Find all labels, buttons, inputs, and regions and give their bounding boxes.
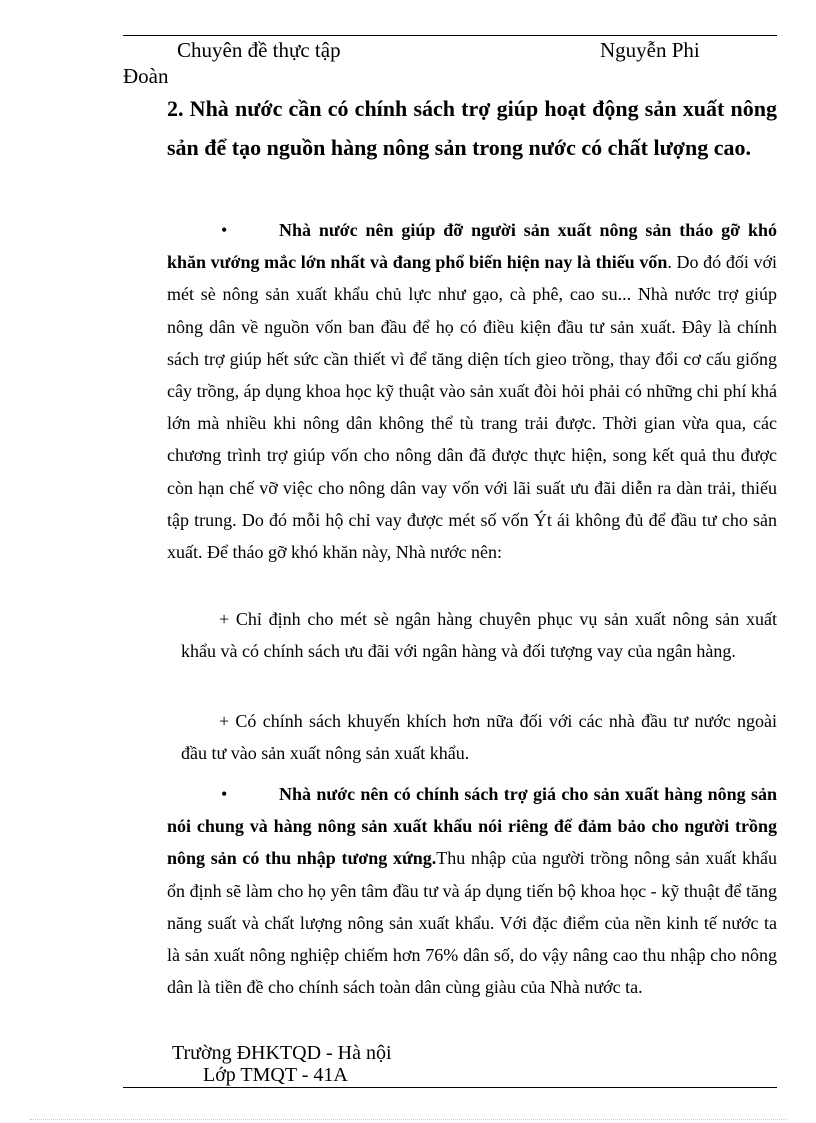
bullet-paragraph-1 [167, 214, 777, 568]
page-edge [30, 1119, 786, 1120]
bullet-paragraph-2 [167, 778, 777, 1003]
header-rule [123, 35, 777, 36]
header-author-wrap: Đoàn [123, 64, 169, 88]
header-author: Nguyễn Phi [600, 38, 700, 62]
sub-item-1: + Chỉ định cho mét sè ngân hàng chuyên phục vụ sản xuất nông sản xuất khẩu và có chính sách ưu đãi với ngân hàng và đối tượng vay của ngân hàng. [181, 609, 777, 662]
bullet-2-text: Thu nhập của người trồng nông sản xuất khẩu ổn định sẽ làm cho họ yên tâm đầu tư và áp dụng tiến bộ khoa học - kỹ thuật để tăng năng suất và chất lượng nông sản xuất khẩu. Với đặc điểm của nền kinh tế nước ta là sản xuất nông nghiệp chiếm hơn 76% dân số, do vậy nâng cao thu nhập cho nông dân là tiền đề cho chính sách toàn dân cùng giàu của Nhà nước ta. [167, 848, 777, 998]
bullet-marker: • [221, 784, 228, 804]
footer-rule [123, 1087, 777, 1088]
bullet-1-text: . Do đó đối với mét sè nông sản xuất khẩu chủ lực như gạo, cà phê, cao su... Nhà nước trợ giúp nông dân về nguồn vốn ban đầu để họ có điều kiện đầu tư sản xuất. Đây là chính sách trợ giúp hết sức cần thiết vì để tăng diện tích gieo trồng, thay đổi cơ cấu giống cây trồng, áp dụng khoa học kỹ thuật vào sản xuất đòi hỏi phải có những chi phí khá lớn mà nhiều khi nông dân không thể tù trang trải được. Thời gian vừa qua, các chương trình trợ giúp vốn cho nông dân đã được thực hiện, song kết quả thu được còn hạn chế vỡ việc cho nông dân vay vốn với lãi suất ưu đãi diễn ra dàn trải, thiếu tập trung. Do đó mỗi hộ chỉ vay được mét số vốn Ýt ái không đủ để đầu tư cho sản xuất. Để tháo gỡ khó khăn này, Nhà nước nên: [167, 252, 777, 563]
sub-item-2: + Có chính sách khuyến khích hơn nữa đối với các nhà đầu tư nước ngoài đầu tư vào sản xuất nông sản xuất khẩu. [181, 711, 777, 764]
bullet-1-bold: Nhà nước nên giúp đỡ người sản xuất nông sản tháo gỡ khó khăn vướng mắc lớn nhất và đang phổ biến hiện nay là thiếu vốn [167, 220, 777, 273]
section-heading: 2. Nhà nước cần có chính sách trợ giúp hoạt động sản xuất nông sản để tạo nguồn hàng nông sản trong nước có chất lượng cao. [167, 96, 777, 160]
bullet-marker: • [221, 220, 228, 240]
header-title: Chuyên đề thực tập [177, 38, 341, 62]
footer-class: Lớp TMQT - 41A [203, 1064, 348, 1086]
bullet-2-bold: Nhà nước nên có chính sách trợ giá cho sản xuất hàng nông sản nói chung và hàng nông sản xuất khẩu nói riêng để đảm bảo cho người trồng nông sản có thu nhập tương xứng. [167, 784, 777, 869]
footer-school: Trường ĐHKTQD - Hà nội [172, 1042, 392, 1064]
